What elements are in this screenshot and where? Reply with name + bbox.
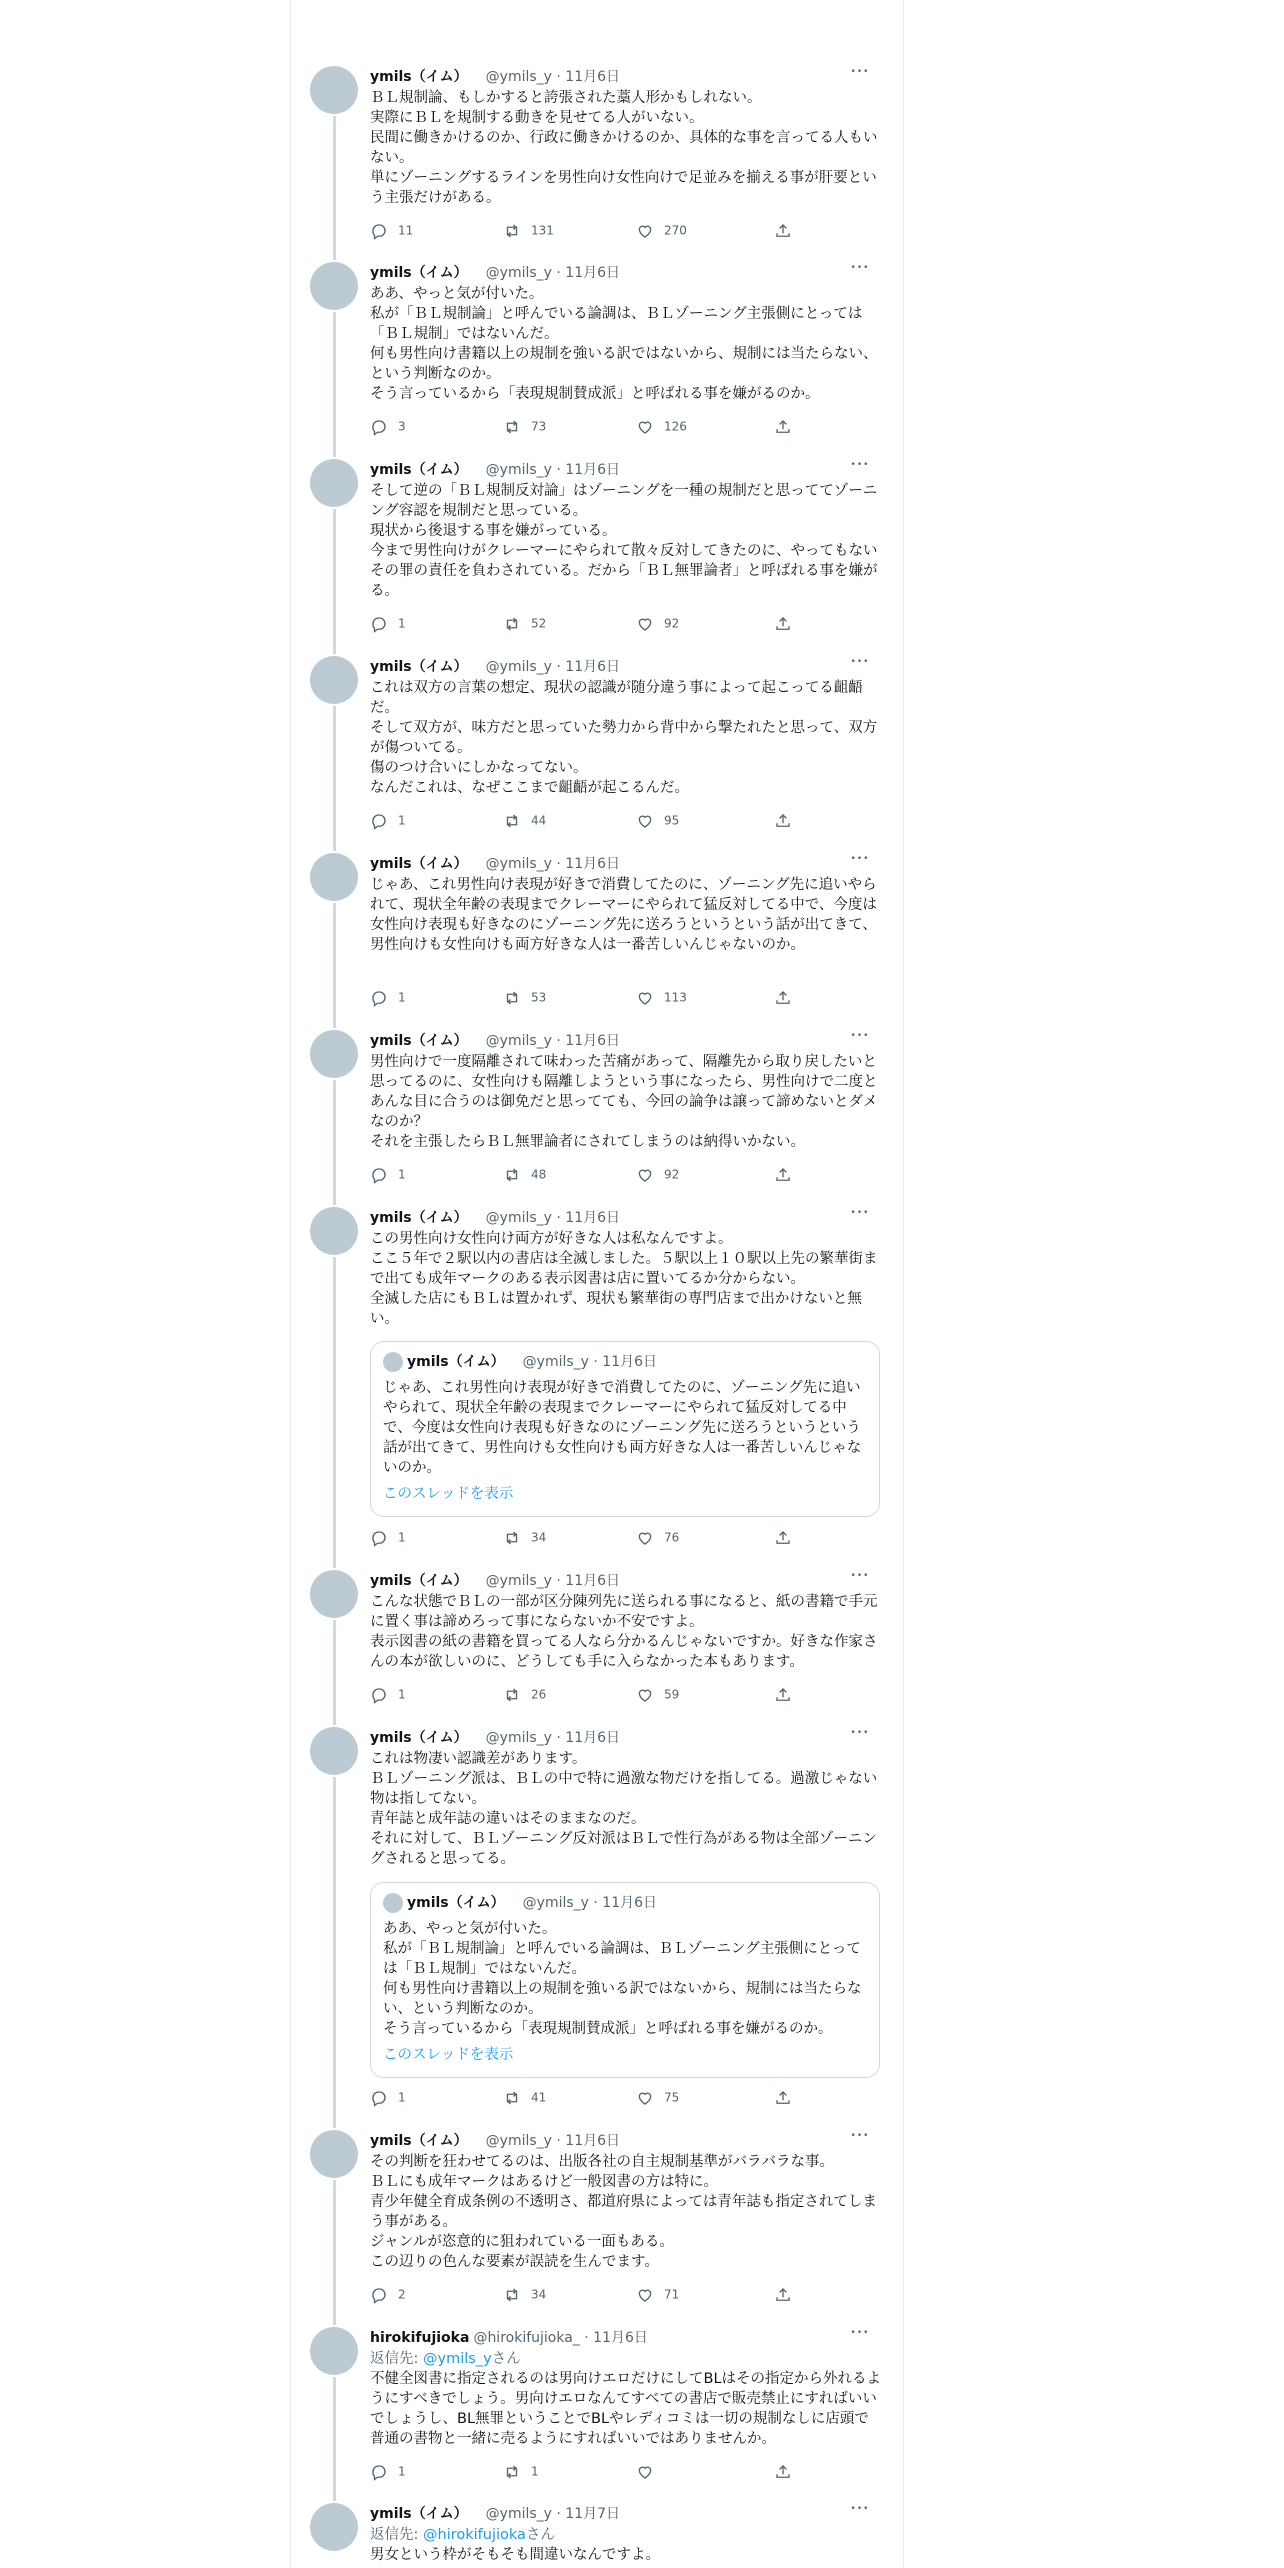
tweet-body bbox=[370, 262, 882, 404]
display-name[interactable]: ymils（イム） bbox=[370, 265, 468, 281]
reply-prefix: 返信先: bbox=[370, 2527, 423, 2543]
retweet-button[interactable] bbox=[503, 810, 546, 830]
quoted-avatar bbox=[383, 1352, 403, 1372]
separator-dot: · bbox=[551, 2133, 566, 2149]
separator-dot: · bbox=[551, 1210, 566, 1226]
reply-icon bbox=[370, 1688, 398, 1702]
tweet-date[interactable]: 11月6日 bbox=[565, 659, 621, 675]
quoted-tweet-text: じゃあ、これ男性向け表現が好きで消費してたのに、ゾーニング先に追いやられて、現状全年齢の表現までクレーマーにやられて猛反対してる中で、今度は女性向け表現も好きなのにゾーニング先に送ろうというという話が出てきて、男性向けも女性向けも両方好きな人は一番苦しいんじゃないのか。 bbox=[383, 1380, 862, 1476]
share-button[interactable] bbox=[774, 1684, 802, 1704]
user-handle[interactable]: @ymils_y bbox=[485, 659, 552, 675]
user-handle[interactable]: @ymils_y bbox=[485, 1210, 552, 1226]
reply-button[interactable] bbox=[370, 1527, 406, 1547]
tweet-actions bbox=[370, 987, 810, 1007]
display-name[interactable]: ymils（イム） bbox=[370, 1210, 468, 1226]
quoted-tweet-header bbox=[383, 1352, 657, 1372]
quoted-tweet-header bbox=[383, 1893, 657, 1913]
tweet-actions bbox=[370, 810, 810, 830]
retweet-icon bbox=[503, 2288, 531, 2302]
more-options-icon[interactable]: ••• bbox=[850, 263, 870, 273]
tweet-header bbox=[370, 459, 882, 481]
tweet-header bbox=[370, 1207, 882, 1229]
tweet-actions bbox=[370, 220, 810, 240]
like-button[interactable] bbox=[636, 613, 679, 633]
tweet-text: その判断を狂わせてるのは、出版各社の自主規制基準がバラバラな事。 ＢＬにも成年マークはあるけど一般図書の方は特に。 青少年健全育成条例の不透明さ、都道府県によっては青年誌も指定されてしまう事がある。 ジャンルが恣意的に狙われている一面もある。 この辺りの色んな要素が誤読を生んでます。 bbox=[370, 2154, 877, 2270]
reply-count: 1 bbox=[398, 2090, 406, 2105]
reply-count: 1 bbox=[398, 2464, 406, 2479]
reply-mention-link[interactable]: @ymils_y bbox=[423, 2351, 492, 2367]
reply-count: 1 bbox=[398, 1167, 406, 1182]
retweet-icon bbox=[503, 1168, 531, 1182]
tweet-text: これは物凄い認識差があります。 ＢＬゾーニング派は、ＢＬの中で特に過激な物だけを指してる。過激じゃない物は指してない。 青年誌と成年誌の違いはそのままなのだ。 それに対して、ＢＬゾーニング反対派はＢＬで性行為がある物は全部ゾーニングされると思ってる。 bbox=[370, 1751, 878, 1867]
separator-dot: · bbox=[551, 1730, 566, 1746]
display-name[interactable]: ymils（イム） bbox=[370, 69, 468, 85]
like-icon bbox=[636, 617, 664, 631]
avatar[interactable] bbox=[310, 1570, 358, 1618]
quoted-tweet-date: 11月6日 bbox=[602, 1895, 658, 1911]
show-thread-link[interactable]: このスレッドを表示 bbox=[383, 2047, 514, 2063]
display-name[interactable]: ymils（イム） bbox=[370, 1573, 468, 1589]
reply-button[interactable] bbox=[370, 2461, 406, 2481]
retweet-count: 34 bbox=[531, 1530, 547, 1545]
show-thread-link[interactable]: このスレッドを表示 bbox=[383, 1486, 514, 1502]
retweet-button[interactable] bbox=[503, 2087, 546, 2107]
separator-dot: · bbox=[588, 1354, 603, 1370]
share-button[interactable] bbox=[774, 2284, 802, 2304]
like-icon bbox=[636, 2091, 664, 2105]
reply-count: 1 bbox=[398, 990, 406, 1005]
thread-connector bbox=[333, 312, 336, 457]
tweet-header bbox=[370, 656, 882, 678]
tweet-text: 男女という枠がそもそも間違いなんですよ。 bbox=[370, 2547, 660, 2563]
thread-connector bbox=[333, 2180, 336, 2325]
retweet-button[interactable] bbox=[503, 416, 546, 436]
share-icon bbox=[774, 617, 802, 631]
user-handle[interactable]: @ymils_y bbox=[485, 1033, 552, 1049]
tweet-date[interactable]: 11月6日 bbox=[565, 1730, 621, 1746]
share-icon bbox=[774, 2091, 802, 2105]
retweet-count: 52 bbox=[531, 616, 547, 631]
retweet-button[interactable] bbox=[503, 613, 546, 633]
tweet-header bbox=[370, 853, 882, 875]
more-options-icon[interactable]: ••• bbox=[850, 460, 870, 470]
reply-icon bbox=[370, 1168, 398, 1182]
more-options-icon[interactable]: ••• bbox=[850, 1208, 870, 1218]
like-icon bbox=[636, 224, 664, 238]
reply-count: 1 bbox=[398, 1687, 406, 1702]
tweet-text: そして逆の「ＢＬ規制反対論」はゾーニングを一種の規制だと思っててゾーニング容認を規制だと思っている。 現状から後退する事を嫌がっている。 今まで男性向けがクレーマーにやられて散々反対してきたのに、やってもないその罪の責任を負わされている。だから「ＢＬ無罪論者」と呼ばれる事を嫌がる。 bbox=[370, 483, 878, 599]
separator-dot: · bbox=[551, 2506, 566, 2522]
quoted-avatar bbox=[383, 1893, 403, 1913]
retweet-button[interactable] bbox=[503, 2284, 546, 2304]
thread-connector bbox=[333, 1080, 336, 1205]
tweet-actions bbox=[370, 1164, 810, 1184]
reply-icon bbox=[370, 2091, 398, 2105]
like-button[interactable] bbox=[636, 1684, 679, 1704]
user-handle[interactable]: @ymils_y bbox=[485, 1573, 552, 1589]
quoted-tweet-card[interactable] bbox=[370, 1882, 880, 2078]
user-handle[interactable]: @ymils_y bbox=[485, 1730, 552, 1746]
share-button[interactable] bbox=[774, 2461, 802, 2481]
retweet-count: 26 bbox=[531, 1687, 547, 1702]
like-icon bbox=[636, 1688, 664, 1702]
tweet-header bbox=[370, 2503, 882, 2525]
reply-icon bbox=[370, 1531, 398, 1545]
share-button[interactable] bbox=[774, 1527, 802, 1547]
more-options-icon[interactable]: ••• bbox=[850, 2504, 870, 2514]
more-options-icon[interactable]: ••• bbox=[850, 2131, 870, 2141]
retweet-icon bbox=[503, 617, 531, 631]
quoted-tweet-text: ああ、やっと気が付いた。 私が「ＢＬ規制論」と呼んでいる論調は、ＢＬゾーニング主張側にとっては「ＢＬ規制」ではないんだ。 何も男性向け書籍以上の規制を強いる訳ではないから、規制には当たらない、という判断なのか。 そう言っているから「表現規制賛成派」と呼ばれる事を嫌がるのか。 bbox=[383, 1921, 862, 2037]
share-button[interactable] bbox=[774, 416, 802, 436]
tweet-text: ああ、やっと気が付いた。 私が「ＢＬ規制論」と呼んでいる論調は、ＢＬゾーニング主張側にとっては「ＢＬ規制」ではないんだ。 何も男性向け書籍以上の規制を強いる訳ではないから、規制には当たらない、という判断なのか。 そう言っているから「表現規制賛成派」と呼ばれる事を嫌がるのか。 bbox=[370, 286, 878, 402]
tweet-actions bbox=[370, 2284, 810, 2304]
replying-to bbox=[370, 2349, 882, 2369]
tweet-body bbox=[370, 1727, 882, 1869]
like-count: 75 bbox=[664, 2090, 680, 2105]
replying-to bbox=[370, 2525, 882, 2545]
reply-icon bbox=[370, 224, 398, 238]
tweet-header bbox=[370, 1030, 882, 1052]
like-count: 270 bbox=[664, 223, 687, 238]
user-handle[interactable]: @ymils_y bbox=[485, 2506, 552, 2522]
retweet-count: 48 bbox=[531, 1167, 547, 1182]
retweet-icon bbox=[503, 814, 531, 828]
retweet-count: 53 bbox=[531, 990, 547, 1005]
more-options-icon[interactable]: ••• bbox=[850, 1728, 870, 1738]
reply-icon bbox=[370, 2288, 398, 2302]
reply-suffix: さん bbox=[491, 2351, 521, 2367]
tweet-date[interactable]: 11月6日 bbox=[565, 1210, 621, 1226]
more-options-icon[interactable]: ••• bbox=[850, 657, 870, 667]
share-button[interactable] bbox=[774, 1164, 802, 1184]
separator-dot: · bbox=[551, 856, 566, 872]
share-icon bbox=[774, 224, 802, 238]
tweet-header bbox=[370, 262, 882, 284]
avatar[interactable] bbox=[310, 262, 358, 310]
retweet-icon bbox=[503, 224, 531, 238]
retweet-icon bbox=[503, 2465, 531, 2479]
reply-button[interactable] bbox=[370, 220, 413, 240]
retweet-icon bbox=[503, 1531, 531, 1545]
retweet-button[interactable] bbox=[503, 987, 546, 1007]
reply-count: 11 bbox=[398, 223, 414, 238]
reply-icon bbox=[370, 814, 398, 828]
tweet-date[interactable]: 11月6日 bbox=[565, 1033, 621, 1049]
tweet-body bbox=[370, 853, 882, 955]
like-icon bbox=[636, 420, 664, 434]
tweet-actions bbox=[370, 2087, 810, 2107]
reply-button[interactable] bbox=[370, 987, 406, 1007]
like-button[interactable] bbox=[636, 2284, 679, 2304]
reply-button[interactable] bbox=[370, 613, 406, 633]
like-button[interactable] bbox=[636, 1527, 679, 1547]
share-icon bbox=[774, 2288, 802, 2302]
thread-connector bbox=[333, 1620, 336, 1725]
quoted-user-handle: @ymils_y bbox=[522, 1895, 589, 1911]
user-handle[interactable]: @ymils_y bbox=[485, 2133, 552, 2149]
thread-connector bbox=[333, 706, 336, 851]
like-icon bbox=[636, 1531, 664, 1545]
thread-connector bbox=[333, 903, 336, 1028]
like-count: 95 bbox=[664, 813, 680, 828]
reply-button[interactable] bbox=[370, 1164, 406, 1184]
like-count: 92 bbox=[664, 616, 680, 631]
separator-dot: · bbox=[551, 462, 566, 478]
reply-suffix: さん bbox=[525, 2527, 555, 2543]
like-icon bbox=[636, 1168, 664, 1182]
reply-button[interactable] bbox=[370, 1684, 406, 1704]
thread-connector bbox=[333, 2377, 336, 2501]
share-icon bbox=[774, 420, 802, 434]
retweet-icon bbox=[503, 991, 531, 1005]
reply-icon bbox=[370, 2465, 398, 2479]
like-button[interactable] bbox=[636, 1164, 679, 1184]
reply-count: 1 bbox=[398, 813, 406, 828]
thread-connector bbox=[333, 1777, 336, 2128]
retweet-count: 34 bbox=[531, 2287, 547, 2302]
tweet-body bbox=[370, 1030, 882, 1152]
separator-dot: · bbox=[551, 1573, 566, 1589]
more-options-icon[interactable]: ••• bbox=[850, 1031, 870, 1041]
user-handle[interactable]: @ymils_y bbox=[485, 462, 552, 478]
avatar[interactable] bbox=[310, 2130, 358, 2178]
like-button[interactable] bbox=[636, 220, 687, 240]
reply-icon bbox=[370, 617, 398, 631]
reply-count: 3 bbox=[398, 419, 406, 434]
more-options-icon[interactable]: ••• bbox=[850, 854, 870, 864]
separator-dot: · bbox=[551, 659, 566, 675]
display-name[interactable]: ymils（イム） bbox=[370, 462, 468, 478]
tweet-header bbox=[370, 2327, 882, 2349]
share-button[interactable] bbox=[774, 220, 802, 240]
separator-dot: · bbox=[551, 69, 566, 85]
like-button[interactable] bbox=[636, 416, 687, 436]
tweet-body bbox=[370, 459, 882, 601]
reply-button[interactable] bbox=[370, 810, 406, 830]
tweet-text: 男性向けで一度隔離されて味わった苦痛があって、隔離先から取り戻したいと思ってるのに、女性向けも隔離しようという事になったら、男性向けで二度とあんな目に合うのは御免だと思ってても、今回の論争は譲って諦めないとダメなのか？ それを主張したらＢＬ無罪論者にされてしまうのは納得いかない。 bbox=[370, 1054, 878, 1150]
tweet-header bbox=[370, 1727, 882, 1749]
share-icon bbox=[774, 2465, 802, 2479]
thread-connector bbox=[333, 509, 336, 654]
tweet-actions bbox=[370, 416, 810, 436]
share-button[interactable] bbox=[774, 613, 802, 633]
tweet-text: ＢＬ規制論、もしかすると誇張された藁人形かもしれない。 実際にＢＬを規制する動きを見せてる人がいない。 民間に働きかけるのか、行政に働きかけるのか、具体的な事を言ってる人もいない。 単にゾーニングするラインを男性向け女性向けで足並みを揃える事が肝要という主張だけがある。 bbox=[370, 90, 878, 206]
avatar[interactable] bbox=[310, 1030, 358, 1078]
quoted-display-name: ymils（イム） bbox=[407, 1354, 505, 1370]
like-button[interactable] bbox=[636, 2087, 679, 2107]
retweet-count: 73 bbox=[531, 419, 547, 434]
retweet-count: 41 bbox=[531, 2090, 547, 2105]
share-icon bbox=[774, 1168, 802, 1182]
display-name[interactable]: ymils（イム） bbox=[370, 2133, 468, 2149]
quoted-display-name: ymils（イム） bbox=[407, 1895, 505, 1911]
tweet-date[interactable]: 11月6日 bbox=[565, 69, 621, 85]
tweet-actions bbox=[370, 1684, 810, 1704]
display-name[interactable]: ymils（イム） bbox=[370, 659, 468, 675]
user-handle[interactable]: @ymils_y bbox=[485, 856, 552, 872]
like-button[interactable] bbox=[636, 810, 679, 830]
reply-count: 2 bbox=[398, 2287, 406, 2302]
tweet-date[interactable]: 11月7日 bbox=[565, 2506, 621, 2522]
reply-icon bbox=[370, 420, 398, 434]
tweet-date[interactable]: 11月6日 bbox=[565, 856, 621, 872]
tweet-body bbox=[370, 1207, 882, 1329]
avatar[interactable] bbox=[310, 66, 358, 114]
share-icon bbox=[774, 1531, 802, 1545]
tweet-date[interactable]: 11月6日 bbox=[593, 2330, 648, 2346]
like-count: 113 bbox=[664, 990, 687, 1005]
tweet-date[interactable]: 11月6日 bbox=[565, 265, 621, 281]
tweet-body bbox=[370, 2327, 882, 2449]
display-name[interactable]: ymils（イム） bbox=[370, 1730, 468, 1746]
tweet-text: 不健全図書に指定されるのは男向けエロだけにしてBLはその指定から外れるようにすべきでしょう。男向けエロなんてすべての書店で販売禁止にすればいいでしょうし、BL無罪ということでBLやレディコミは一切の規制なしに店頭で普通の書物と一緒に売るようにすればいいではありませんか。 bbox=[370, 2371, 882, 2447]
retweet-button[interactable] bbox=[503, 1527, 546, 1547]
avatar[interactable] bbox=[310, 459, 358, 507]
share-button[interactable] bbox=[774, 987, 802, 1007]
tweet-body bbox=[370, 1570, 882, 1672]
separator-dot: · bbox=[588, 1895, 603, 1911]
tweet-body bbox=[370, 2130, 882, 2272]
like-button[interactable] bbox=[636, 2461, 664, 2481]
like-count: 126 bbox=[664, 419, 687, 434]
like-icon bbox=[636, 2288, 664, 2302]
retweet-button[interactable] bbox=[503, 1164, 546, 1184]
share-button[interactable] bbox=[774, 2087, 802, 2107]
reply-prefix: 返信先: bbox=[370, 2351, 423, 2367]
tweet-date[interactable]: 11月6日 bbox=[565, 1573, 621, 1589]
more-options-icon[interactable]: ••• bbox=[850, 67, 870, 77]
reply-button[interactable] bbox=[370, 2087, 406, 2107]
like-button[interactable] bbox=[636, 987, 687, 1007]
retweet-button[interactable] bbox=[503, 220, 554, 240]
retweet-count: 1 bbox=[531, 2464, 539, 2479]
reply-button[interactable] bbox=[370, 416, 406, 436]
retweet-button[interactable] bbox=[503, 1684, 546, 1704]
tweet-text: この男性向け女性向け両方が好きな人は私なんですよ。 ここ５年で２駅以内の書店は全滅しました。５駅以上１０駅以上先の繁華街まで出ても成年マークのある表示図書は店に置いてるか分からない。 全滅した店にもＢＬは置かれず、現状も繁華街の専門店まで出かけないと無い。 bbox=[370, 1231, 878, 1327]
like-count: 76 bbox=[664, 1530, 680, 1545]
reply-count: 1 bbox=[398, 1530, 406, 1545]
reply-icon bbox=[370, 991, 398, 1005]
reply-count: 1 bbox=[398, 616, 406, 631]
tweet-actions bbox=[370, 2461, 810, 2481]
avatar[interactable] bbox=[310, 656, 358, 704]
tweet-body bbox=[370, 2503, 882, 2565]
quoted-user-handle: @ymils_y bbox=[522, 1354, 589, 1370]
display-name[interactable]: ymils（イム） bbox=[370, 1033, 468, 1049]
tweet-actions bbox=[370, 613, 810, 633]
tweet-body bbox=[370, 656, 882, 798]
avatar[interactable] bbox=[310, 2503, 358, 2551]
retweet-count: 44 bbox=[531, 813, 547, 828]
like-icon bbox=[636, 2465, 664, 2479]
tweet-actions bbox=[370, 1527, 810, 1547]
retweet-icon bbox=[503, 1688, 531, 1702]
like-icon bbox=[636, 991, 664, 1005]
tweet-date[interactable]: 11月6日 bbox=[565, 462, 621, 478]
display-name[interactable]: hirokifujioka bbox=[370, 2330, 470, 2346]
user-handle[interactable]: @hirokifujioka_ bbox=[473, 2330, 580, 2346]
retweet-button[interactable] bbox=[503, 2461, 539, 2481]
like-icon bbox=[636, 814, 664, 828]
user-handle[interactable]: @ymils_y bbox=[485, 265, 552, 281]
user-handle[interactable]: @ymils_y bbox=[485, 69, 552, 85]
display-name[interactable]: ymils（イム） bbox=[370, 2506, 468, 2522]
like-count: 71 bbox=[664, 2287, 680, 2302]
retweet-icon bbox=[503, 420, 531, 434]
share-icon bbox=[774, 991, 802, 1005]
reply-button[interactable] bbox=[370, 2284, 406, 2304]
thread-connector bbox=[333, 116, 336, 260]
more-options-icon[interactable]: ••• bbox=[850, 1571, 870, 1581]
more-options-icon[interactable]: ••• bbox=[850, 2328, 870, 2338]
retweet-count: 131 bbox=[531, 223, 554, 238]
display-name[interactable]: ymils（イム） bbox=[370, 856, 468, 872]
separator-dot: · bbox=[551, 265, 566, 281]
share-icon bbox=[774, 1688, 802, 1702]
tweet-body bbox=[370, 66, 882, 208]
separator-dot: · bbox=[551, 1033, 566, 1049]
tweet-header bbox=[370, 1570, 882, 1592]
tweet-header bbox=[370, 66, 882, 88]
thread-connector bbox=[333, 1257, 336, 1568]
tweet-text: こんな状態でＢＬの一部が区分陳列先に送られる事になると、紙の書籍で手元に置く事は諦めろって事にならないか不安ですよ。 表示図書の紙の書籍を買ってる人なら分かるんじゃないですか。好きな作家さんの本が欲しいのに、どうしても手に入らなかった本もあります。 bbox=[370, 1594, 878, 1670]
share-button[interactable] bbox=[774, 810, 802, 830]
tweet-text: これは双方の言葉の想定、現状の認識が随分違う事によって起こってる齟齬だ。 そして双方が、味方だと思っていた勢力から背中から撃たれたと思って、双方が傷ついてる。 傷のつけ合いにしかなってない。 なんだこれは、なぜここまで齟齬が起こるんだ。 bbox=[370, 680, 878, 796]
tweet-text: じゃあ、これ男性向け表現が好きで消費してたのに、ゾーニング先に追いやられて、現状全年齢の表現までクレーマーにやられて猛反対してる中で、今度は女性向け表現も好きなのにゾーニング先に送ろうというという話が出てきて、男性向けも女性向けも両方好きな人は一番苦しいんじゃないのか。 bbox=[370, 877, 877, 953]
retweet-icon bbox=[503, 2091, 531, 2105]
avatar[interactable] bbox=[310, 1727, 358, 1775]
tweet-date[interactable]: 11月6日 bbox=[565, 2133, 621, 2149]
tweet-header bbox=[370, 2130, 882, 2152]
like-count: 92 bbox=[664, 1167, 680, 1182]
reply-mention-link[interactable]: @hirokifujioka bbox=[423, 2527, 526, 2543]
avatar[interactable] bbox=[310, 2327, 358, 2375]
share-icon bbox=[774, 814, 802, 828]
quoted-tweet-date: 11月6日 bbox=[602, 1354, 658, 1370]
quoted-tweet-card[interactable] bbox=[370, 1341, 880, 1517]
separator-dot: · bbox=[579, 2330, 594, 2346]
avatar[interactable] bbox=[310, 1207, 358, 1255]
like-count: 59 bbox=[664, 1687, 680, 1702]
avatar[interactable] bbox=[310, 853, 358, 901]
